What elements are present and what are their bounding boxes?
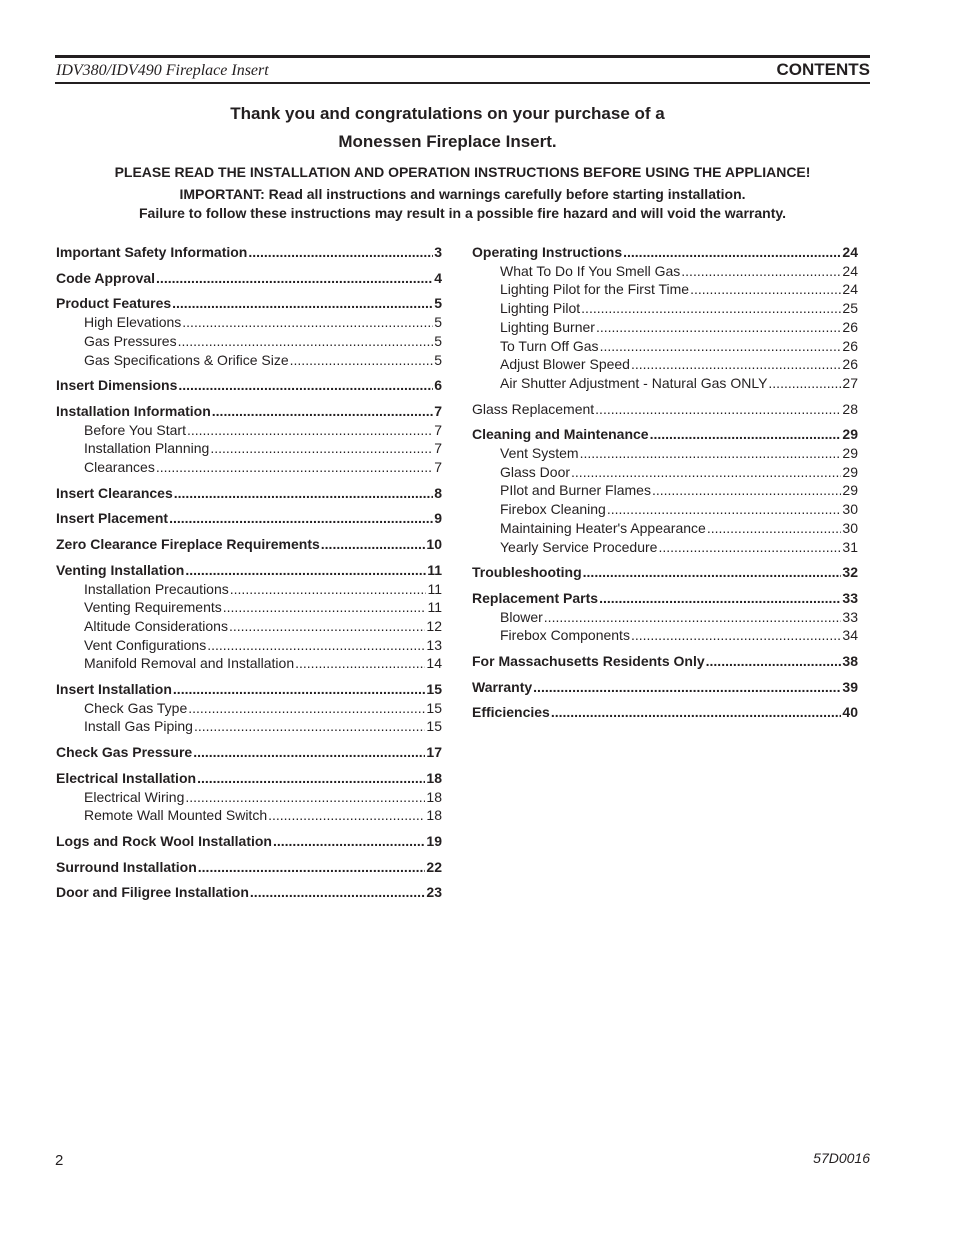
toc-leader-dots — [600, 337, 842, 356]
toc-entry-page: 8 — [434, 484, 442, 501]
toc-entry-label: Door and Filigree Installation — [56, 884, 249, 901]
toc-leader-dots — [658, 538, 841, 557]
toc-entry-page: 5 — [434, 332, 442, 349]
toc-entry-label: Troubleshooting — [472, 564, 582, 581]
toc-row — [56, 243, 442, 262]
toc-entry-page: 7 — [434, 402, 442, 419]
toc-row — [56, 580, 442, 599]
toc-entry-label: Blower — [500, 608, 543, 625]
toc-row — [472, 519, 858, 538]
toc-leader-dots — [607, 500, 842, 519]
toc-entry — [472, 703, 858, 722]
header-top-rule — [55, 55, 870, 58]
toc-entry-page: 5 — [434, 295, 442, 312]
toc-entry-page: 29 — [842, 482, 858, 499]
toc-entry-page: 29 — [842, 426, 858, 443]
toc-leader-dots — [652, 481, 841, 500]
toc-leader-dots — [250, 883, 426, 902]
toc-leader-dots — [174, 484, 433, 503]
toc-leader-dots — [571, 463, 841, 482]
toc-entry-page: 24 — [842, 244, 858, 260]
toc-row — [56, 654, 442, 673]
toc-row — [56, 561, 442, 580]
toc-entry-page: 33 — [842, 608, 858, 625]
toc-row — [472, 355, 858, 374]
toc-entry-label: Electrical Installation — [56, 769, 197, 786]
toc-entry-label: Logs and Rock Wool Installation — [56, 832, 272, 849]
toc-leader-dots — [223, 598, 427, 617]
toc-entry-label: Venting Installation — [56, 561, 185, 578]
toc-entry — [472, 425, 858, 556]
toc-leader-dots — [631, 355, 841, 374]
toc-leader-dots — [583, 563, 842, 582]
toc-entry-label: Adjust Blower Speed — [500, 356, 630, 373]
toc-row — [472, 463, 858, 482]
toc-entry-label: Insert Clearances — [56, 484, 173, 501]
thanks-line-2: Monessen Fireplace Insert. — [338, 132, 557, 151]
toc-row — [472, 652, 858, 671]
toc-leader-dots — [187, 421, 433, 440]
toc-row — [472, 678, 858, 697]
toc-entry — [472, 400, 858, 419]
toc-entry — [56, 402, 442, 477]
toc-entry-label: Before You Start — [84, 421, 186, 438]
toc-row — [472, 262, 858, 281]
toc-row — [56, 769, 442, 788]
toc-entry-page: 18 — [426, 769, 442, 786]
toc-row — [56, 294, 442, 313]
toc-leader-dots — [599, 589, 841, 608]
toc-entry-label: Altitude Considerations — [84, 617, 228, 634]
toc-leader-dots — [198, 858, 426, 877]
toc-leader-dots — [707, 519, 842, 538]
toc-leader-dots — [169, 509, 433, 528]
toc-entry-label: Lighting Pilot — [500, 300, 581, 317]
toc-entry-label: Check Gas Pressure — [56, 744, 193, 761]
toc-row — [56, 332, 442, 351]
toc-leader-dots — [544, 608, 842, 627]
toc-leader-dots — [194, 717, 425, 736]
page-number: 2 — [55, 1152, 64, 1169]
document-title: IDV380/IDV490 Fireplace Insert — [56, 62, 269, 79]
toc-entry — [56, 376, 442, 395]
toc-entry-page: 13 — [426, 636, 442, 653]
toc-entry-page: 9 — [434, 510, 442, 527]
toc-row — [472, 703, 858, 722]
toc-entry-page: 7 — [434, 440, 442, 457]
toc-leader-dots — [290, 351, 434, 370]
toc-leader-dots — [172, 294, 433, 313]
toc-row — [56, 351, 442, 370]
toc-right-column — [472, 243, 858, 729]
toc-leader-dots — [173, 680, 426, 699]
toc-entry — [56, 294, 442, 369]
toc-row — [472, 589, 858, 608]
toc-row — [56, 883, 442, 902]
important-line-2: Failure to follow these instructions may result in a possible fire hazard and will void the warranty. — [139, 205, 786, 221]
toc-row — [56, 458, 442, 477]
toc-entry — [56, 561, 442, 673]
toc-row — [56, 806, 442, 825]
toc-row — [56, 598, 442, 617]
toc-entry-label: High Elevations — [84, 314, 182, 331]
toc-leader-dots — [768, 374, 841, 393]
toc-entry-page: 40 — [842, 704, 858, 721]
toc-entry — [56, 883, 442, 902]
toc-entry-label: Firebox Cleaning — [500, 501, 606, 518]
toc-entry-page: 19 — [426, 832, 442, 849]
toc-row — [472, 538, 858, 557]
toc-row — [56, 617, 442, 636]
toc-entry-page: 12 — [426, 617, 442, 634]
toc-row — [56, 858, 442, 877]
toc-entry-label: Product Features — [56, 295, 172, 312]
toc-entry-page: 17 — [426, 744, 442, 761]
toc-entry-page: 10 — [426, 536, 442, 553]
toc-leader-dots — [595, 400, 841, 419]
toc-entry-label: Glass Replacement — [472, 400, 595, 417]
toc-entry-label: Surround Installation — [56, 858, 197, 875]
toc-entry-page: 31 — [842, 538, 858, 555]
toc-leader-dots — [185, 788, 425, 807]
toc-row — [56, 484, 442, 503]
toc-entry-page: 11 — [427, 580, 442, 597]
toc-leader-dots — [623, 243, 841, 262]
toc-entry-page: 30 — [842, 501, 858, 518]
toc-leader-dots — [321, 535, 426, 554]
toc-entry-label: Installation Precautions — [84, 580, 229, 597]
toc-row — [56, 439, 442, 458]
toc-entry-page: 5 — [434, 314, 442, 331]
thanks-line-1: Thank you and congratulations on your purchase of a — [230, 104, 665, 123]
toc-leader-dots — [681, 262, 841, 281]
toc-entry-page: 25 — [842, 300, 858, 317]
toc-entry — [56, 509, 442, 528]
toc-entry-page: 15 — [426, 699, 442, 716]
toc-row — [472, 243, 858, 262]
toc-entry-page: 26 — [842, 356, 858, 373]
toc-entry — [56, 769, 442, 825]
toc-row — [472, 280, 858, 299]
toc-row — [472, 299, 858, 318]
toc-entry-page: 7 — [434, 459, 442, 476]
toc-entry-label: Zero Clearance Fireplace Requirements — [56, 536, 320, 553]
toc-entry-label: Electrical Wiring — [84, 788, 185, 805]
toc-row — [472, 425, 858, 444]
toc-leader-dots — [268, 806, 425, 825]
toc-entry-page: 18 — [426, 807, 442, 824]
toc-entry-page: 26 — [842, 337, 858, 354]
toc-entry-label: Operating Instructions — [472, 244, 623, 260]
toc-entry-page: 24 — [842, 262, 858, 279]
toc-entry-label: Remote Wall Mounted Switch — [84, 807, 268, 824]
toc-entry-page: 27 — [842, 374, 858, 391]
toc-row — [56, 535, 442, 554]
toc-entry-label: Yearly Service Procedure — [500, 538, 658, 555]
toc-entry-page: 39 — [842, 678, 858, 695]
toc-entry — [56, 484, 442, 503]
toc-entry-label: Cleaning and Maintenance — [472, 426, 649, 443]
toc-entry-page: 30 — [842, 519, 858, 536]
toc-entry-page: 26 — [842, 318, 858, 335]
toc-leader-dots — [156, 269, 433, 288]
document-number: 57D0016 — [813, 1150, 870, 1166]
toc-leader-dots — [185, 561, 426, 580]
toc-entry-label: Installation Information — [56, 402, 211, 419]
toc-leader-dots — [706, 652, 842, 671]
toc-entry-label: Venting Requirements — [84, 599, 222, 616]
toc-leader-dots — [178, 376, 433, 395]
toc-row — [56, 743, 442, 762]
toc-entry-label: Install Gas Piping — [84, 718, 193, 735]
toc-leader-dots — [581, 299, 841, 318]
toc-entry-label: Efficiencies — [472, 704, 550, 721]
toc-leader-dots — [207, 636, 425, 655]
toc-entry — [472, 589, 858, 645]
toc-leader-dots — [178, 332, 434, 351]
toc-entry — [56, 269, 442, 288]
toc-leader-dots — [210, 439, 433, 458]
toc-leader-dots — [188, 699, 425, 718]
toc-leader-dots — [212, 402, 433, 421]
toc-leader-dots — [295, 654, 425, 673]
toc-entry-label: Insert Installation — [56, 681, 172, 698]
header-bottom-rule — [55, 82, 870, 84]
toc-entry-label: Maintaining Heater's Appearance — [500, 519, 706, 536]
toc-entry-label: PIlot and Burner Flames — [500, 482, 651, 499]
toc-entry-page: 11 — [427, 561, 442, 578]
toc-row — [56, 680, 442, 699]
toc-entry-page: 18 — [426, 788, 442, 805]
toc-leader-dots — [230, 580, 427, 599]
toc-leader-dots — [273, 832, 425, 851]
toc-entry-page: 38 — [842, 653, 858, 670]
toc-entry-label: Vent Configurations — [84, 636, 207, 653]
toc-entry-page: 28 — [842, 400, 858, 417]
toc-entry-page: 32 — [842, 564, 858, 581]
toc-entry-page: 29 — [842, 463, 858, 480]
toc-leader-dots — [248, 243, 433, 262]
toc-entry-label: Air Shutter Adjustment - Natural Gas ONLY — [500, 374, 768, 391]
toc-row — [472, 374, 858, 393]
toc-entry — [472, 652, 858, 671]
toc-entry-page: 5 — [434, 351, 442, 368]
toc-entry-label: For Massachusetts Residents Only — [472, 653, 705, 670]
toc-entry-label: Lighting Pilot for the First Time — [500, 281, 690, 298]
toc-row — [56, 313, 442, 332]
intro-block — [55, 100, 870, 223]
toc-entry-page: 29 — [842, 445, 858, 462]
toc-entry-page: 7 — [434, 421, 442, 438]
toc-row — [472, 500, 858, 519]
toc-entry — [56, 535, 442, 554]
toc-leader-dots — [156, 458, 433, 477]
toc-entry-label: What To Do If You Smell Gas — [500, 262, 681, 279]
toc-entry-page: 34 — [842, 627, 858, 644]
toc-leader-dots — [690, 280, 841, 299]
toc-row — [56, 636, 442, 655]
toc-row — [56, 717, 442, 736]
please-read-notice: PLEASE READ THE INSTALLATION AND OPERATION INSTRUCTIONS BEFORE USING THE APPLIANCE! — [114, 164, 811, 180]
toc-entry-label: Glass Door — [500, 463, 571, 480]
toc-entry-label: Check Gas Type — [84, 699, 188, 716]
toc-row — [56, 376, 442, 395]
toc-entry — [56, 858, 442, 877]
toc-entry-label: Manifold Removal and Installation — [84, 655, 295, 672]
important-line-1: IMPORTANT: Read all instructions and warnings carefully before starting installation. — [179, 186, 746, 202]
toc-leader-dots — [182, 313, 433, 332]
toc-row — [472, 626, 858, 645]
toc-leader-dots — [650, 425, 842, 444]
toc-entry-label: Insert Placement — [56, 510, 169, 527]
toc-entry-page: 4 — [434, 269, 442, 286]
toc-entry-label: Important Safety Information — [56, 244, 248, 260]
toc-entry-label: Vent System — [500, 445, 579, 462]
toc-entry-label: Warranty — [472, 678, 533, 695]
toc-entry-page: 3 — [434, 244, 442, 260]
toc-entry-page: 11 — [427, 599, 442, 616]
toc-row — [472, 563, 858, 582]
toc-leader-dots — [596, 318, 841, 337]
toc-row — [56, 788, 442, 807]
toc-row — [472, 608, 858, 627]
toc-row — [56, 421, 442, 440]
toc-entry-label: Gas Pressures — [84, 332, 177, 349]
toc-row — [56, 832, 442, 851]
toc-entry-label: Firebox Components — [500, 627, 630, 644]
toc-row — [472, 400, 858, 419]
toc-row — [472, 444, 858, 463]
toc-entry-page: 14 — [426, 655, 442, 672]
toc-leader-dots — [193, 743, 425, 762]
toc-leader-dots — [533, 678, 841, 697]
toc-entry-page: 6 — [434, 377, 442, 394]
toc-leader-dots — [229, 617, 425, 636]
toc-leader-dots — [631, 626, 841, 645]
toc-entry-page: 23 — [426, 884, 442, 901]
toc-entry-label: Insert Dimensions — [56, 377, 178, 394]
section-title: CONTENTS — [776, 60, 870, 79]
toc-entry — [472, 563, 858, 582]
toc-leader-dots — [551, 703, 842, 722]
toc-entry-page: 33 — [842, 589, 858, 606]
toc-entry-page: 24 — [842, 281, 858, 298]
toc-row — [56, 269, 442, 288]
toc-leader-dots — [197, 769, 425, 788]
toc-entry — [56, 743, 442, 762]
toc-entry — [472, 243, 858, 393]
toc-entry — [56, 680, 442, 736]
toc-row — [472, 318, 858, 337]
toc-entry-label: Replacement Parts — [472, 589, 599, 606]
toc-entry — [56, 243, 442, 262]
toc-leader-dots — [580, 444, 842, 463]
toc-entry-label: To Turn Off Gas — [500, 337, 599, 354]
toc-left-column — [56, 243, 442, 909]
toc-row — [56, 402, 442, 421]
toc-entry-page: 22 — [426, 858, 442, 875]
toc-entry-label: Clearances — [84, 459, 155, 476]
toc-entry-page: 15 — [426, 718, 442, 735]
toc-entry-label: Gas Specifications & Orifice Size — [84, 351, 289, 368]
toc-entry — [472, 678, 858, 697]
toc-entry — [56, 832, 442, 851]
toc-entry-label: Code Approval — [56, 269, 156, 286]
toc-entry-label: Lighting Burner — [500, 318, 595, 335]
toc-row — [472, 481, 858, 500]
toc-row — [472, 337, 858, 356]
toc-entry-label: Installation Planning — [84, 440, 210, 457]
toc-entry-page: 15 — [426, 681, 442, 698]
toc-row — [56, 509, 442, 528]
toc-row — [56, 699, 442, 718]
